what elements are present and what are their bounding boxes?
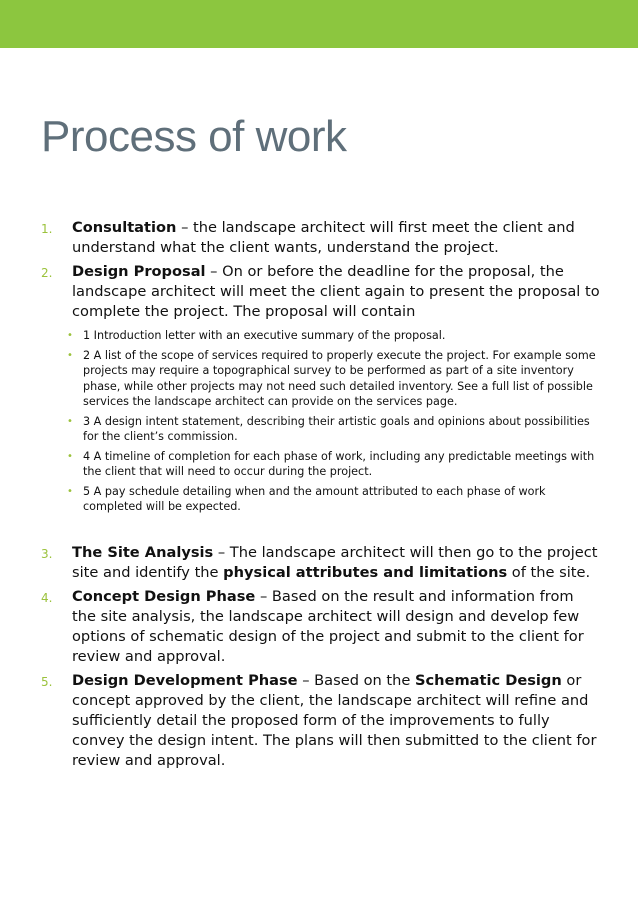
sub-item	[67, 348, 602, 410]
item-heading: Design Development Phase	[72, 671, 298, 689]
item-number: 5.	[41, 674, 53, 689]
bullet-icon: •	[67, 485, 73, 497]
item-number: 2.	[41, 266, 53, 280]
item-number: 4.	[41, 590, 53, 605]
list-item-site-analysis	[0, 543, 638, 583]
bullet-icon: •	[67, 415, 73, 427]
list-item-consultation	[0, 218, 638, 258]
process-list	[0, 218, 638, 775]
item-heading: Consultation	[72, 219, 177, 236]
spacer	[72, 519, 602, 539]
item-text: or concept approved by the client, the landscape architect will refine and sufficiently detail the proposed form of the improvements to fully convey the design intent. The plans will then submitted to the client for review and approval.	[72, 671, 597, 769]
sub-item-text: 5 A pay schedule detailing when and the amount attributed to each phase of work completed will be expected.	[83, 484, 546, 513]
sub-item	[67, 484, 602, 515]
bullet-icon: •	[67, 330, 73, 341]
item-bold-text: physical attributes and limitations	[223, 563, 508, 581]
item-text: – Based on the result and information from the site analysis, the landscape architect will design and develop few options of schematic design of the project and submit to the client for review and approval.	[72, 587, 584, 665]
item-heading: Design Proposal	[72, 263, 206, 280]
item-text: – On or before the deadline for the proposal, the landscape architect will meet the client again to present the proposal to complete the project. The proposal will contain	[72, 263, 600, 320]
top-accent-bar	[0, 0, 638, 48]
page-title: Process of work	[41, 112, 347, 161]
sub-item	[67, 414, 602, 445]
list-item-design-development	[0, 671, 638, 771]
item-number: 1.	[41, 222, 53, 236]
list-item-concept-design	[0, 587, 638, 667]
item-text: – Based on the	[297, 671, 416, 689]
sub-item	[67, 328, 602, 344]
sub-item-text: 3 A design intent statement, describing their artistic goals and opinions about possibilities for the client’s commission.	[83, 414, 590, 443]
sub-item	[67, 449, 602, 480]
item-text: – the landscape architect will first meet the client and understand what the client wants, understand the project.	[72, 219, 575, 256]
proposal-contents-list	[67, 328, 602, 515]
item-number: 3.	[41, 546, 53, 561]
item-heading: The Site Analysis	[72, 543, 214, 561]
bullet-icon: •	[67, 450, 73, 462]
sub-item-text: 1 Introduction letter with an executive summary of the proposal.	[83, 329, 446, 342]
bullet-icon: •	[67, 349, 73, 361]
sub-item-text: 4 A timeline of completion for each phase of work, including any predictable meetings with the client that will need to occur during the project.	[83, 449, 595, 478]
item-text: – The landscape architect will then go to the project site and identify the	[72, 543, 598, 581]
sub-item-text: 2 A list of the scope of services required to properly execute the project. For example some projects may require a topographical survey to be performed as part of a site inventory phase, while other projects may not need such detailed inventory. See a full list of possible services the landscape architect can provide on the services page.	[83, 348, 596, 408]
item-bold-text: Schematic Design	[415, 671, 562, 689]
item-heading: Concept Design Phase	[72, 587, 256, 605]
item-text: of the site.	[507, 563, 591, 581]
list-item-design-proposal	[0, 262, 638, 539]
